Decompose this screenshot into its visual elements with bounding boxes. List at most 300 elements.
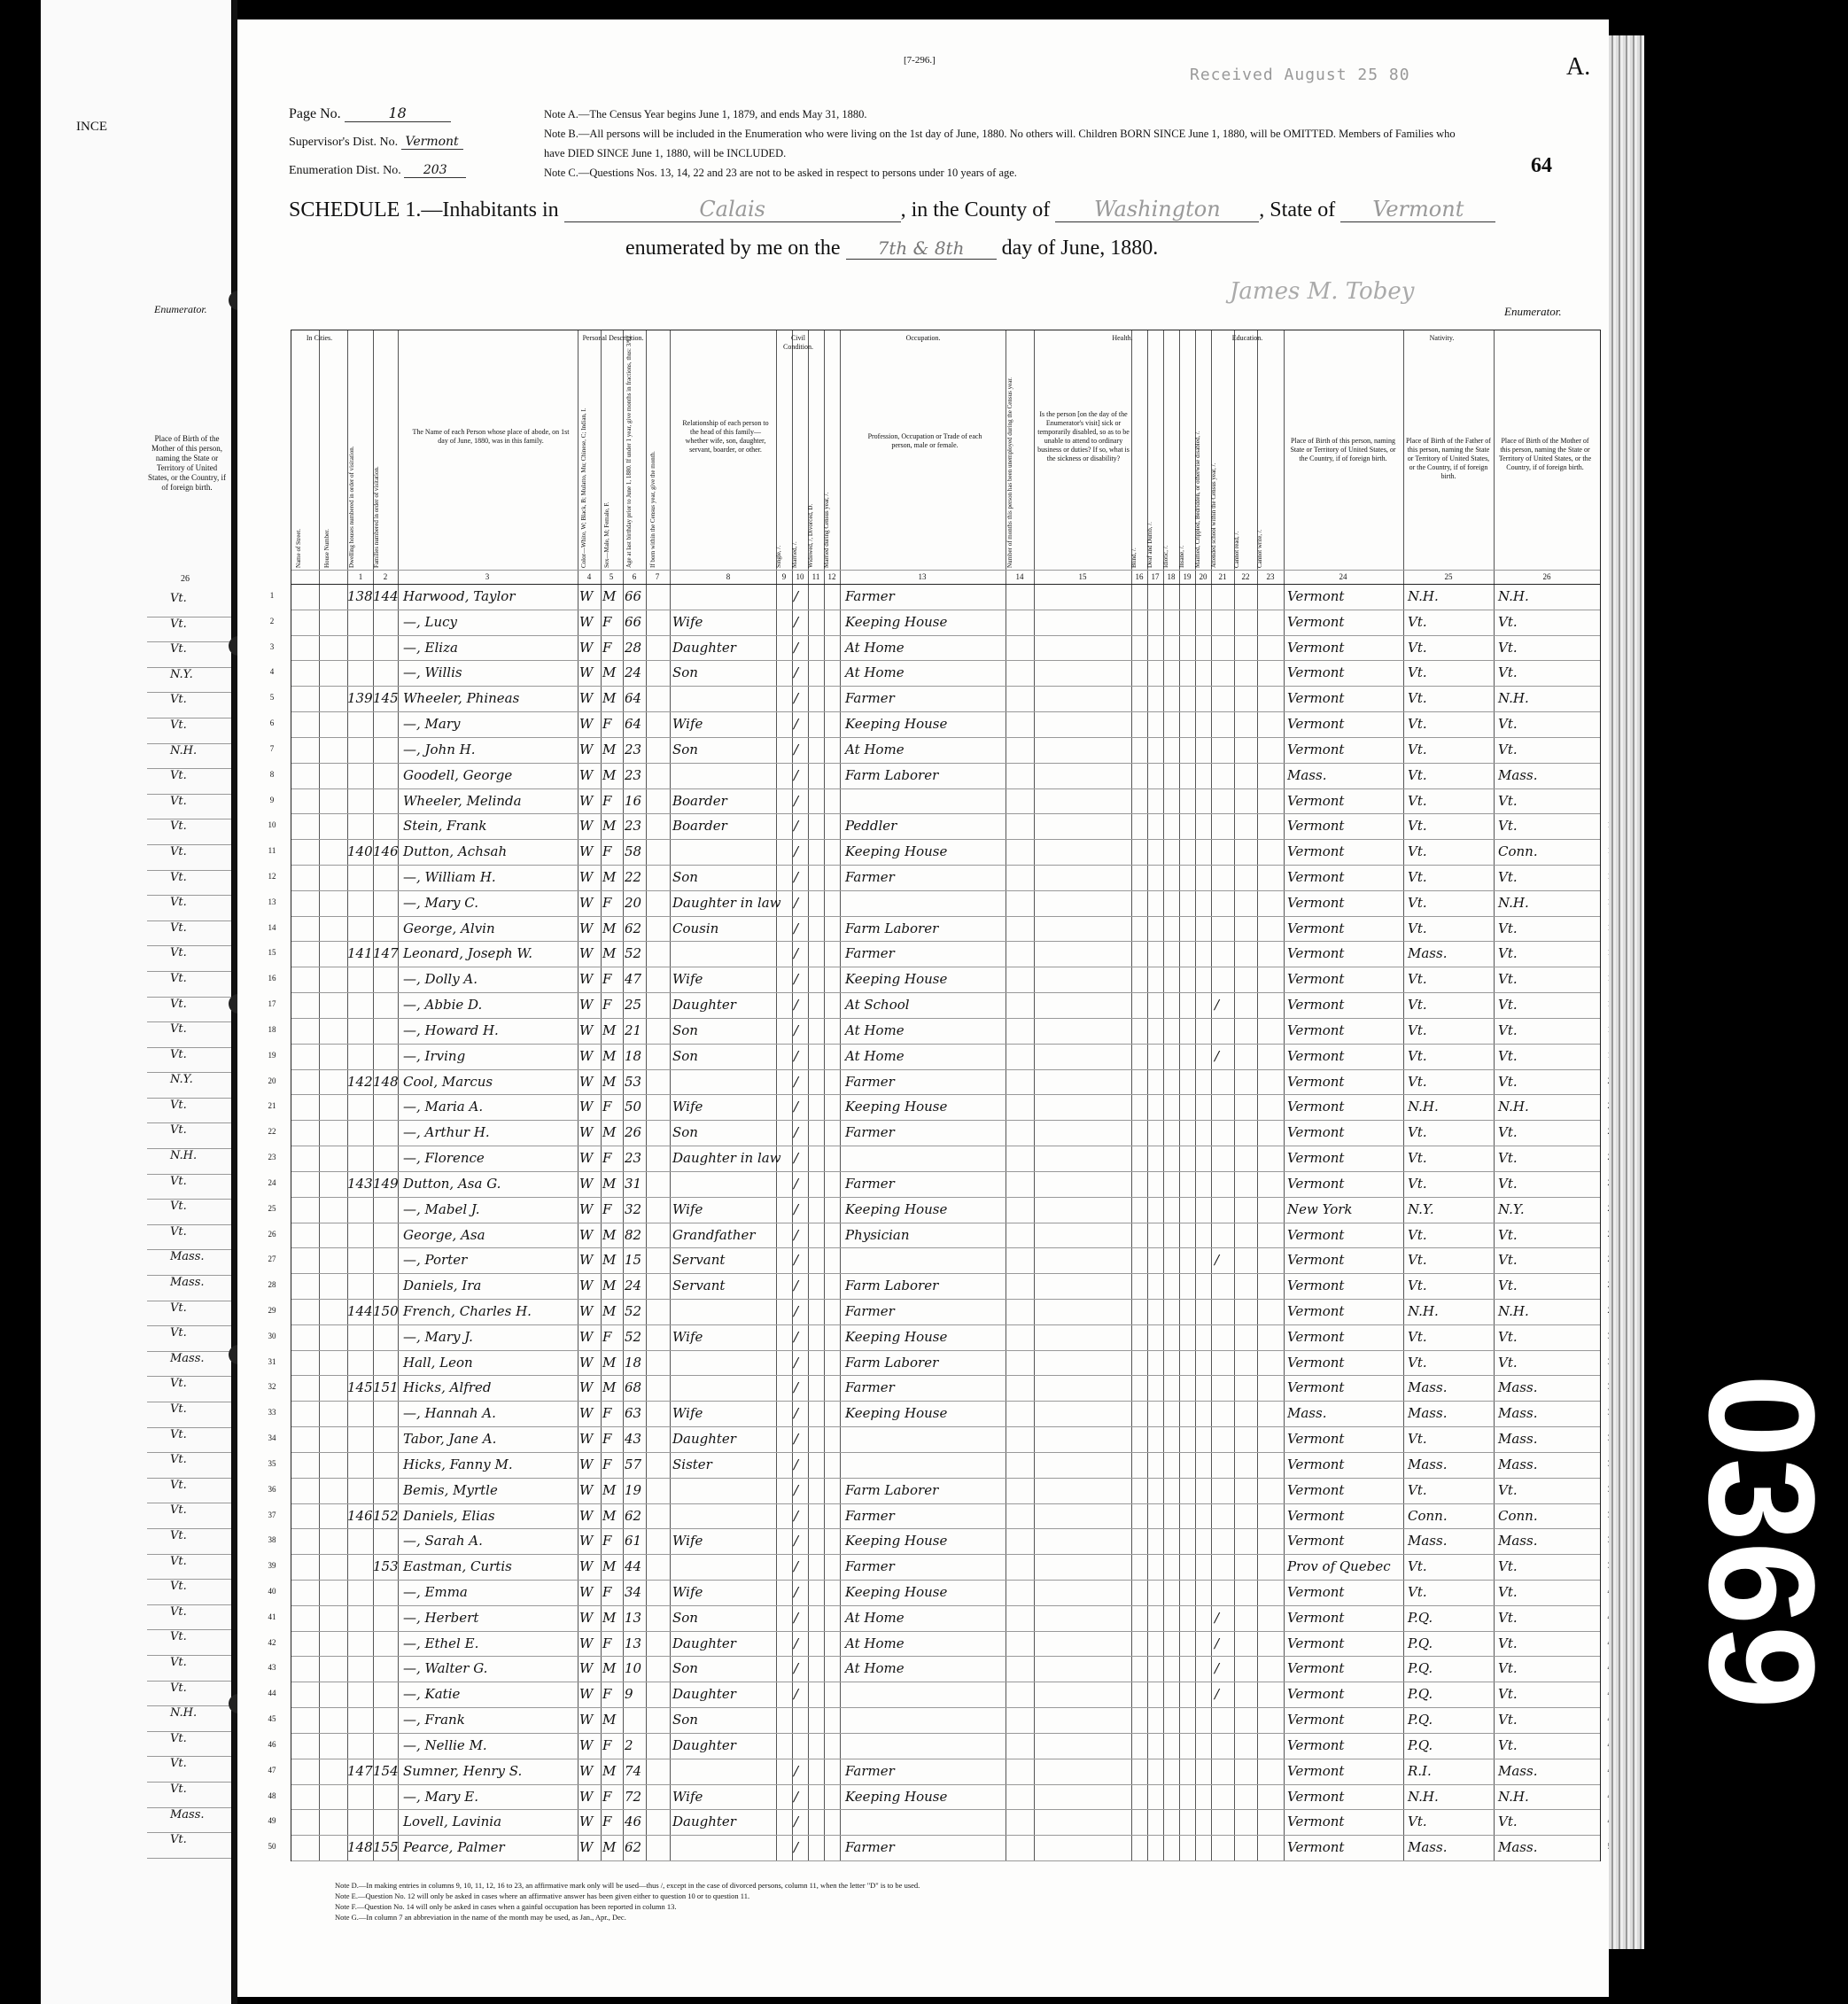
birthplace-mother-cell: Vt. — [1498, 1226, 1518, 1243]
row-rule — [291, 1426, 1600, 1427]
page-no-label: Page No. — [289, 106, 341, 121]
birthplace-father-cell: P.Q. — [1408, 1712, 1433, 1728]
relationship-cell: Wife — [672, 1200, 703, 1217]
married-mark-cell: / — [794, 1405, 799, 1422]
birthplace-mother-cell: Vt. — [1498, 1481, 1518, 1498]
column-number: 15 — [1078, 572, 1087, 581]
birthplace-father-cell: Vt. — [1408, 741, 1427, 757]
married-mark-cell: / — [794, 639, 799, 656]
column-number: 26 — [1542, 572, 1551, 581]
occupation-cell: Farmer — [845, 1558, 895, 1575]
age-cell: 68 — [625, 1379, 642, 1396]
relationship-cell: Daughter in law — [672, 894, 781, 911]
page-no-field — [289, 105, 451, 122]
note-g: Note G.—In column 7 an abbreviation in the name of the month may be used, as Jan., Apr., Dec. — [335, 1913, 626, 1922]
birthplace-mother-cell: Vt. — [1498, 1252, 1518, 1269]
name-cell: —, Porter — [403, 1252, 468, 1269]
sex-cell: M — [602, 741, 617, 757]
color-header: Color—White, W; Black, B; Mulatto, Mu; Chinese, C; Indian, I. — [580, 408, 587, 568]
dwelling-number-cell: 139 — [347, 690, 373, 707]
birthplace-person-cell: Vermont — [1287, 1302, 1345, 1319]
relationship-cell: Daughter — [672, 997, 736, 1014]
prev-page-entry: Vt. — [147, 845, 231, 871]
birthplace-mother-cell: Vt. — [1498, 716, 1518, 733]
color-cell: W — [579, 1712, 594, 1728]
line-number: 14 — [268, 922, 276, 932]
column-number: 14 — [1015, 572, 1024, 581]
sex-cell: M — [602, 1712, 617, 1728]
prev-page-entry: Vt. — [147, 1555, 231, 1581]
page-no-value: 18 — [345, 105, 451, 122]
birthplace-mother-cell: Vt. — [1498, 945, 1518, 962]
sex-cell: M — [602, 766, 617, 783]
unemployed-header: Number of months this person has been unemployed during the Census year. — [1006, 377, 1013, 568]
married-mark-cell: / — [794, 1124, 799, 1141]
prev-page-entry: Vt. — [147, 1200, 231, 1225]
married-mark-cell: / — [794, 1456, 799, 1472]
relationship-cell: Son — [672, 1047, 698, 1064]
line-number: 22 — [268, 1127, 276, 1137]
dwelling-number-cell: 146 — [347, 1507, 373, 1524]
sex-cell: M — [602, 1252, 617, 1269]
birthplace-father-cell: Vt. — [1408, 894, 1427, 911]
age-cell: 50 — [625, 1099, 642, 1115]
occupation-cell: Keeping House — [845, 1583, 948, 1600]
prev-page-entry: Mass. — [147, 1276, 231, 1301]
age-cell: 66 — [625, 613, 642, 630]
line-number: 37 — [268, 1510, 276, 1519]
name-cell: Hicks, Alfred — [403, 1379, 492, 1396]
birthplace-person-cell: Mass. — [1287, 1405, 1327, 1422]
name-cell: —, Katie — [403, 1686, 461, 1703]
sex-cell: M — [602, 945, 617, 962]
health-group-header: Health. — [1112, 334, 1133, 342]
birthplace-father-cell: P.Q. — [1408, 1635, 1433, 1651]
birthplace-father-cell: Mass. — [1408, 1839, 1448, 1856]
birthplace-father-cell: P.Q. — [1408, 1686, 1433, 1703]
color-cell: W — [579, 1278, 594, 1294]
age-cell: 64 — [625, 690, 642, 707]
occupation-cell: Farmer — [845, 1507, 895, 1524]
name-cell: —, William H. — [403, 869, 496, 886]
birthplace-mother-cell: Vt. — [1498, 1278, 1518, 1294]
column-number: 10 — [796, 572, 804, 581]
attended-school-cell: / — [1215, 1686, 1220, 1703]
dwelling-number-cell: 143 — [347, 1175, 373, 1192]
married-mark-cell: / — [794, 1788, 799, 1805]
line-number: 32 — [268, 1382, 276, 1392]
age-cell: 66 — [625, 588, 642, 604]
prev-page-entry: Vt. — [147, 998, 231, 1023]
birthplace-person-cell: Vermont — [1287, 741, 1345, 757]
color-cell: W — [579, 1762, 594, 1779]
birthplace-person-cell: Vermont — [1287, 1073, 1345, 1090]
name-cell: —, Willis — [403, 664, 462, 681]
birthplace-father-cell: N.H. — [1408, 1099, 1439, 1115]
married-mark-cell: / — [794, 1200, 799, 1217]
supervisor-field — [289, 135, 463, 150]
birthplace-mother-cell: N.H. — [1498, 1099, 1529, 1115]
married-mark-cell: / — [794, 1762, 799, 1779]
sex-cell: M — [602, 1175, 617, 1192]
color-cell: W — [579, 1686, 594, 1703]
relationship-cell: Daughter — [672, 1814, 736, 1830]
age-cell: 43 — [625, 1431, 642, 1448]
color-cell: W — [579, 1021, 594, 1038]
row-rule — [291, 1733, 1600, 1734]
color-cell: W — [579, 1660, 594, 1677]
color-cell: W — [579, 741, 594, 757]
color-cell: W — [579, 1481, 594, 1498]
name-cell: Dutton, Achsah — [403, 843, 508, 860]
birthplace-mother-cell: Mass. — [1498, 1456, 1538, 1472]
enum-dist-field — [289, 163, 466, 178]
line-number: 8 — [269, 769, 275, 779]
name-cell: French, Charles H. — [403, 1302, 532, 1319]
line-number: 5 — [269, 693, 275, 703]
birthplace-mother-cell: Vt. — [1498, 920, 1518, 936]
column-number: 2 — [383, 572, 388, 581]
relationship-cell: Son — [672, 1609, 698, 1626]
birthplace-mother-cell: Vt. — [1498, 1712, 1518, 1728]
birthplace-mother-cell: Vt. — [1498, 818, 1518, 835]
note-a: Note A.—The Census Year begins June 1, 1879, and ends May 31, 1880. — [544, 108, 867, 120]
civil-condition-header: Civil Condition. — [782, 334, 813, 351]
married-mark-cell: / — [794, 1481, 799, 1498]
birthplace-mother-cell: Mass. — [1498, 1533, 1538, 1550]
birthplace-mother-cell: Vt. — [1498, 1124, 1518, 1141]
name-cell: —, Howard H. — [403, 1021, 499, 1038]
birthplace-father-cell: Vt. — [1408, 1328, 1427, 1345]
census-page — [237, 19, 1609, 1997]
sex-cell: M — [602, 1354, 617, 1371]
age-cell: 47 — [625, 971, 642, 988]
prev-page-entry: Vt. — [147, 946, 231, 972]
row-rule — [291, 1350, 1600, 1351]
age-cell: 46 — [625, 1814, 642, 1830]
occupation-cell: At Home — [845, 1635, 905, 1651]
color-cell: W — [579, 1099, 594, 1115]
married-mark-cell: / — [794, 1609, 799, 1626]
row-rule — [291, 635, 1600, 636]
name-cell: Hall, Leon — [403, 1354, 473, 1371]
married-mark-cell: / — [794, 843, 799, 860]
color-cell: W — [579, 1047, 594, 1064]
color-cell: W — [579, 690, 594, 707]
widowed-header: Widowed, /, Divorced, D. — [807, 503, 814, 568]
birthplace-mother-cell: Mass. — [1498, 1431, 1538, 1448]
relationship-cell: Daughter — [672, 1736, 736, 1753]
note-e: Note E.—Question No. 12 will only be asked in cases where an affirmative answer has been given either to question 10 or to question 11. — [335, 1891, 750, 1900]
prev-page-entry: Vt. — [147, 1301, 231, 1327]
relationship-cell: Son — [672, 1124, 698, 1141]
insane-header: Insane, /. — [1178, 545, 1185, 568]
occupation-cell: Keeping House — [845, 1533, 948, 1550]
row-rule — [291, 813, 1600, 814]
family-number-cell: 145 — [373, 690, 399, 707]
sex-cell: M — [602, 690, 617, 707]
column-number: 17 — [1151, 572, 1160, 581]
stamped-page-number: 64 — [1531, 154, 1552, 177]
line-number: 39 — [268, 1561, 276, 1571]
birthplace-mother-cell: Mass. — [1498, 1379, 1538, 1396]
birthplace-father-cell: Vt. — [1408, 1150, 1427, 1167]
column-number: 20 — [1199, 572, 1207, 581]
birthplace-person-cell: Vermont — [1287, 1507, 1345, 1524]
occupation-cell: Peddler — [845, 818, 897, 835]
married-header: Married, /. — [791, 541, 798, 568]
age-cell: 18 — [625, 1354, 642, 1371]
relationship-cell: Wife — [672, 1533, 703, 1550]
color-cell: W — [579, 818, 594, 835]
row-rule — [291, 1120, 1600, 1121]
birthplace-father-cell: Vt. — [1408, 792, 1427, 809]
row-rule — [291, 1503, 1600, 1504]
prev-page-entry: Vt. — [147, 1123, 231, 1149]
birthplace-father-header: Place of Birth of the Father of this person, naming the State or Territory of United States, or the Country, if of foreign birth. — [1406, 437, 1491, 480]
census-table — [268, 330, 1601, 1861]
row-rule — [291, 1018, 1600, 1019]
married-mark-cell: / — [794, 920, 799, 936]
column-number: 23 — [1266, 572, 1275, 581]
line-number: 43 — [268, 1663, 276, 1673]
prev-page-entry: Vt. — [147, 1732, 231, 1758]
birthplace-person-cell: Vermont — [1287, 843, 1345, 860]
prev-page-entry: Vt. — [147, 1225, 231, 1251]
column-number: 3 — [485, 572, 490, 581]
line-number: 26 — [268, 1229, 276, 1239]
sex-cell: M — [602, 1047, 617, 1064]
birthplace-person-cell: Vermont — [1287, 869, 1345, 886]
age-cell: 23 — [625, 1150, 642, 1167]
sex-cell: M — [602, 1073, 617, 1090]
line-number: 38 — [268, 1535, 276, 1545]
name-header: The Name of each Person whose place of abode, on 1st day of June, 1880, was in this family. — [412, 428, 570, 445]
row-rule — [291, 1044, 1600, 1045]
name-cell: —, Hannah A. — [403, 1405, 496, 1422]
relationship-cell: Daughter in law — [672, 1150, 781, 1167]
birthplace-mother-cell: Vt. — [1498, 1328, 1518, 1345]
in-cities-header: In Cities. — [306, 334, 333, 342]
schedule-title-line — [289, 197, 1495, 222]
color-cell: W — [579, 588, 594, 604]
sex-cell: M — [602, 1021, 617, 1038]
received-stamp: Received August 25 80 — [1190, 66, 1410, 84]
age-cell: 72 — [625, 1788, 642, 1805]
enum-dist-value: 203 — [404, 163, 466, 178]
color-cell: W — [579, 1073, 594, 1090]
name-cell: Stein, Frank — [403, 818, 487, 835]
occupation-cell: Farmer — [845, 1124, 895, 1141]
name-cell: —, Abbie D. — [403, 997, 483, 1014]
name-cell: —, Sarah A. — [403, 1533, 483, 1550]
birthplace-father-cell: Vt. — [1408, 1252, 1427, 1269]
enumeration-date-line — [625, 237, 1158, 260]
birthplace-person-cell: Vermont — [1287, 971, 1345, 988]
relationship-cell: Grandfather — [672, 1226, 756, 1243]
name-cell: —, Walter G. — [403, 1660, 488, 1677]
line-number: 19 — [268, 1050, 276, 1060]
birthplace-mother-cell: Mass. — [1498, 1762, 1538, 1779]
prev-page-entry: Vt. — [147, 1605, 231, 1631]
birthplace-father-cell: Vt. — [1408, 639, 1427, 656]
row-rule — [291, 660, 1600, 661]
row-rule — [291, 1401, 1600, 1402]
birthplace-father-cell: P.Q. — [1408, 1736, 1433, 1753]
row-rule — [291, 865, 1600, 866]
row-rule — [291, 839, 1600, 840]
birthplace-mother-cell: N.H. — [1498, 894, 1529, 911]
age-cell: 23 — [625, 741, 642, 757]
row-rule — [291, 1580, 1600, 1581]
row-rule — [291, 1631, 1600, 1632]
line-number: 4 — [269, 667, 275, 677]
birthplace-father-cell: Vt. — [1408, 843, 1427, 860]
name-cell: —, Herbert — [403, 1609, 479, 1626]
date-suffix: day of June, 1880. — [1001, 237, 1159, 260]
prev-page-text-fragment: INCE — [76, 120, 107, 134]
birthplace-person-cell: Vermont — [1287, 1252, 1345, 1269]
married-mark-cell: / — [794, 894, 799, 911]
color-cell: W — [579, 1635, 594, 1651]
column-number-rule — [291, 570, 1600, 571]
sex-header: Sex—Male, M; Female, F. — [603, 501, 610, 568]
color-cell: W — [579, 792, 594, 809]
row-rule — [291, 1478, 1600, 1479]
birthplace-father-cell: Vt. — [1408, 818, 1427, 835]
birthplace-person-cell: Vermont — [1287, 1660, 1345, 1677]
age-cell: 82 — [625, 1226, 642, 1243]
sex-cell: M — [602, 1558, 617, 1575]
line-number: 34 — [268, 1433, 276, 1443]
prev-page-col26-number: 26 — [181, 574, 190, 584]
prev-page-entry: Vt. — [147, 795, 231, 820]
row-rule — [291, 1197, 1600, 1198]
family-number-cell: 148 — [373, 1073, 399, 1090]
color-cell: W — [579, 1252, 594, 1269]
column-number: 16 — [1135, 572, 1144, 581]
birthplace-father-cell: Conn. — [1408, 1507, 1448, 1524]
form-code: [7-296.] — [904, 55, 936, 66]
sex-cell: M — [602, 1379, 617, 1396]
married-mark-cell: / — [794, 1073, 799, 1090]
birthplace-person-cell: Vermont — [1287, 1379, 1345, 1396]
prev-page-mother-birth-column — [147, 592, 231, 1859]
sickness-header: Is the person [on the day of the Enumerator's visit] sick or temporarily disabled, so as to be unable to attend to ordinary business or duties? If so, what is the sickness or disability? — [1037, 410, 1130, 462]
birthplace-father-cell: Vt. — [1408, 1431, 1427, 1448]
row-rule — [291, 788, 1600, 789]
column-number: 19 — [1183, 572, 1192, 581]
married-mark-cell: / — [794, 1047, 799, 1064]
occupation-cell: At Home — [845, 1609, 905, 1626]
age-cell: 52 — [625, 945, 642, 962]
relationship-cell: Wife — [672, 1788, 703, 1805]
birthplace-mother-cell: N.Y. — [1498, 1200, 1525, 1217]
age-cell: 24 — [625, 1278, 642, 1294]
row-rule — [291, 941, 1600, 942]
birthplace-father-cell: N.H. — [1408, 1788, 1439, 1805]
birthplace-person-cell: Vermont — [1287, 1431, 1345, 1448]
color-cell: W — [579, 920, 594, 936]
birthplace-mother-header: Place of Birth of the Mother of this person, naming the State or Territory of United States, or the Country, if of foreign birth. — [1498, 437, 1592, 471]
birthplace-father-cell: Vt. — [1408, 716, 1427, 733]
line-number: 6 — [269, 718, 275, 728]
married-mark-cell: / — [794, 1302, 799, 1319]
birthplace-mother-cell: Vt. — [1498, 1814, 1518, 1830]
relationship-cell: Son — [672, 869, 698, 886]
name-cell: —, John H. — [403, 741, 476, 757]
birthplace-mother-cell: Mass. — [1498, 766, 1538, 783]
birthplace-person-cell: Vermont — [1287, 818, 1345, 835]
color-cell: W — [579, 997, 594, 1014]
birthplace-mother-cell: Vt. — [1498, 1354, 1518, 1371]
occupation-cell: Keeping House — [845, 1099, 948, 1115]
prev-page-entry: N.H. — [147, 1149, 231, 1175]
birthplace-father-cell: Vt. — [1408, 664, 1427, 681]
sex-cell: M — [602, 588, 617, 604]
single-header: Single, /. — [775, 545, 782, 568]
age-cell: 57 — [625, 1456, 642, 1472]
birthplace-person-cell: Vermont — [1287, 1047, 1345, 1064]
birthplace-mother-cell: Vt. — [1498, 1558, 1518, 1575]
occupation-cell: Farmer — [845, 1302, 895, 1319]
relationship-cell: Son — [672, 1021, 698, 1038]
color-cell: W — [579, 1558, 594, 1575]
sex-cell: M — [602, 1609, 617, 1626]
family-number-cell: 151 — [373, 1379, 399, 1396]
column-number: 21 — [1218, 572, 1227, 581]
occupation-cell: Keeping House — [845, 613, 948, 630]
color-cell: W — [579, 1814, 594, 1830]
column-number: 6 — [632, 572, 637, 581]
birthplace-mother-cell: Vt. — [1498, 1635, 1518, 1651]
married-mark-cell: / — [794, 1379, 799, 1396]
prev-page-entry: Vt. — [147, 1175, 231, 1200]
family-number-cell: 146 — [373, 843, 399, 860]
dwelling-number-cell: 142 — [347, 1073, 373, 1090]
sex-cell: M — [602, 1660, 617, 1677]
relationship-cell: Son — [672, 1712, 698, 1728]
age-cell: 10 — [625, 1660, 642, 1677]
birthplace-mother-cell: Vt. — [1498, 613, 1518, 630]
age-cell: 58 — [625, 843, 642, 860]
color-cell: W — [579, 1431, 594, 1448]
attended-school-cell: / — [1215, 1609, 1220, 1626]
line-number: 13 — [268, 897, 276, 906]
birthplace-mother-cell: Vt. — [1498, 741, 1518, 757]
occupation-group-header: Occupation. — [905, 334, 941, 342]
column-number: 13 — [918, 572, 927, 581]
married-mark-cell: / — [794, 1021, 799, 1038]
prev-page-entry: Vt. — [147, 1453, 231, 1479]
row-rule — [291, 1247, 1600, 1248]
age-cell: 19 — [625, 1481, 642, 1498]
birthplace-father-cell: P.Q. — [1408, 1609, 1433, 1626]
name-cell: —, Maria A. — [403, 1099, 484, 1115]
occupation-cell: Physician — [845, 1226, 910, 1243]
birthplace-person-cell: Vermont — [1287, 1099, 1345, 1115]
relationship-cell: Sister — [672, 1456, 712, 1472]
birthplace-mother-cell: Vt. — [1498, 1609, 1518, 1626]
prev-page-entry: N.H. — [147, 1706, 231, 1732]
sex-cell: M — [602, 1507, 617, 1524]
married-mark-cell: / — [794, 690, 799, 707]
row-rule — [291, 890, 1600, 891]
birthplace-father-cell: Vt. — [1408, 1278, 1427, 1294]
married-mark-cell: / — [794, 1175, 799, 1192]
column-number: 5 — [609, 572, 614, 581]
married-mark-cell: / — [794, 1635, 799, 1651]
